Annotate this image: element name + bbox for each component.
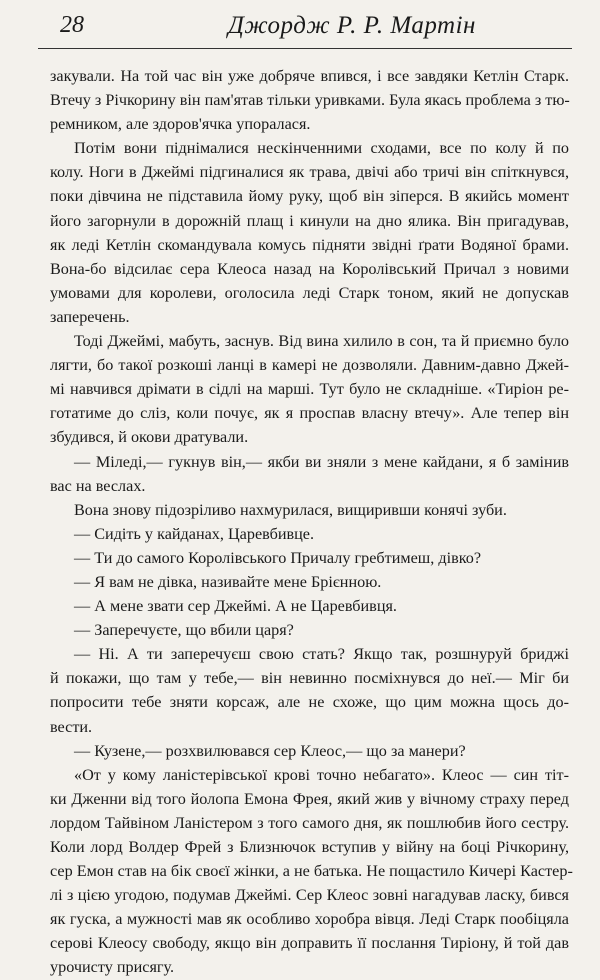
page-header — [38, 12, 572, 49]
text-line: Тоді Джеймі, мабуть, заснув. Від вина хилило в сон, та й приємно було — [74, 332, 569, 351]
paragraph — [50, 570, 569, 594]
text-line: — Ні. А ти заперечуєш свою стать? Якщо так, розшнуруй бриджі — [74, 645, 569, 664]
text-line: сер Емон став на бік своєї жінки, а не батька. Не пощастило Кичері Кастер- — [50, 862, 573, 881]
text-line: умовами для королеви, оголосила леді Старк тоном, який не допускав — [50, 283, 569, 302]
text-line: лягти, бо такої розкоші ланці в камері не дозволяли. Давним-давно Джей- — [50, 356, 569, 375]
text-line: — Кузене,— розхвилювався сер Клеос,— що за манери? — [74, 741, 466, 760]
text-line: Вона знову підозріливо нахмурилася, вищиривши конячі зуби. — [74, 500, 507, 519]
body-text — [50, 64, 573, 980]
text-line: лі з цією угодою, подумав Джеймі. Сер Клеос зовні нагадував ласку, бився — [50, 886, 569, 905]
paragraph — [50, 739, 569, 763]
text-line: — Міледі,— гукнув він,— якби ви зняли з мене кайдани, я б замінив — [74, 452, 569, 471]
page-number: 28 — [60, 12, 84, 38]
text-line: ки Дженни від того йолопа Емона Фрея, який жив у вічному страху перед — [50, 789, 569, 808]
paragraph — [50, 329, 569, 449]
text-line: поки дівчина не підставила йому руку, щоб він зіперся. В якийсь момент — [50, 187, 569, 206]
text-line: вас на веслах. — [50, 476, 146, 495]
paragraph — [50, 642, 569, 738]
text-line: — Заперечуєте, що вбили царя? — [74, 621, 294, 640]
running-title: Джордж Р. Р. Мартін — [228, 12, 476, 39]
text-line: Втечу з Річкорину він пам'ятав тільки уривками. Була якась проблема з тю- — [50, 91, 570, 110]
text-line: вести. — [50, 717, 93, 736]
text-line: урочисту присягу. — [50, 958, 175, 977]
text-line: закували. На той час він уже добряче впився, і все завдяки Кетлін Старк. — [50, 67, 569, 85]
text-line: мі навчився дрімати в сідлі на марші. Тут було не складніше. «Тиріон ре- — [50, 380, 569, 399]
text-line: й покажи, що там у тебе,— він невинно посміхнувся до неї.— Міг би — [50, 669, 569, 688]
text-line: — А мене звати сер Джеймі. А не Царевбивця. — [74, 597, 397, 616]
text-line: заперечень. — [50, 307, 130, 326]
text-line: лордом Тайвіном Ланістером з того самого дня, як пошлюбив його сестру. — [50, 813, 569, 832]
paragraph — [50, 64, 569, 136]
paragraph — [50, 594, 569, 618]
paragraph — [50, 546, 569, 570]
text-line: попросити тебе зняти корсаж, але не схоже, що цим можна щось до- — [50, 693, 569, 712]
paragraph — [50, 498, 569, 522]
text-line: готатиме до сліз, коли почує, як я проспав власну втечу». Але тепер він — [50, 404, 569, 423]
paragraph — [50, 522, 569, 546]
text-line: колу. Ноги в Джеймі підгиналися як трава, двічі або тричі він спіткнувся, — [50, 163, 569, 182]
paragraph — [50, 136, 569, 329]
paragraph — [50, 618, 569, 642]
text-line: його загорнули в дорожній плащ і кинули на дно ялика. Він пригадував, — [50, 211, 569, 230]
text-line: Вона-бо відсилає сера Клеоса назад на Королівський Причал з новими — [50, 259, 569, 278]
text-line: Потім вони піднімалися нескінченними сходами, все по колу й по — [74, 139, 569, 158]
text-line: серові Клеосу свободу, якщо він доправить її послання Тиріону, й той дав — [50, 934, 569, 953]
text-line: збудився, й окови дратували. — [50, 428, 249, 447]
text-line: — Я вам не дівка, називайте мене Брієнною. — [74, 572, 382, 591]
text-line: ремником, але здоров'ячка упоралася. — [50, 115, 311, 134]
paragraph — [50, 450, 569, 498]
text-line: «От у кому ланістерівської крові точно небагато». Клеос — син тіт- — [74, 765, 569, 784]
paragraph — [50, 763, 573, 980]
text-line: Коли лорд Волдер Фрей з Близнючок вступив у війну на боці Річкорину, — [50, 838, 569, 856]
text-line: — Ти до самого Королівського Причалу гребтимеш, дівко? — [74, 548, 482, 567]
text-line: як леді Кетлін скомандувала комусь підняти звідні ґрати Водяної брами. — [50, 235, 569, 254]
text-line: як гуска, а мужності мав як особливо хоробра вівця. Леді Старк пообіцяла — [50, 910, 569, 929]
text-line: — Сидіть у кайданах, Царевбивце. — [74, 524, 315, 543]
